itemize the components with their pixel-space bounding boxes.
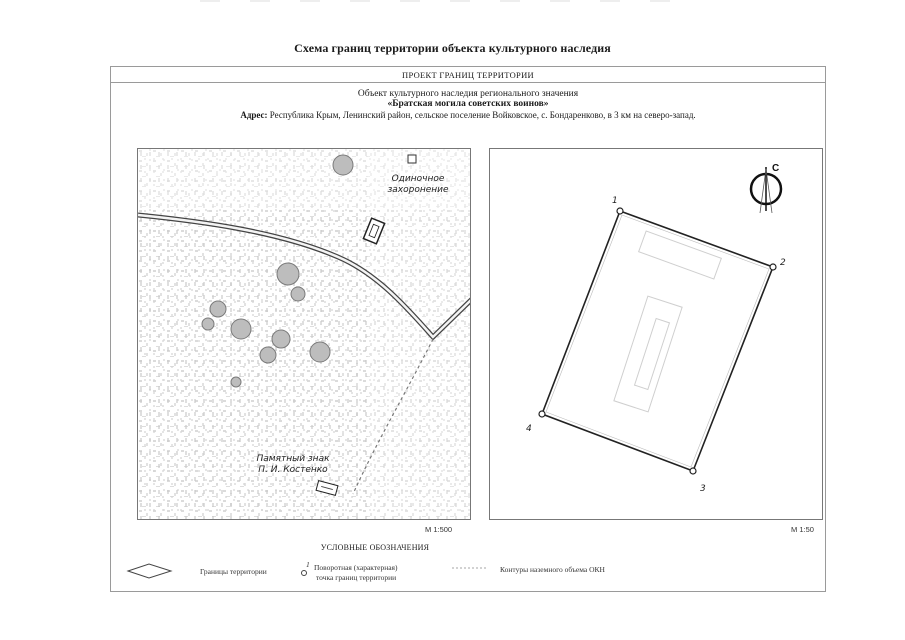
project-title-underline xyxy=(110,82,826,83)
point-label-4: 4 xyxy=(526,424,532,434)
project-title: ПРОЕКТ ГРАНИЦ ТЕРРИТОРИИ xyxy=(402,70,534,80)
contour-legend-icon xyxy=(450,565,490,571)
single-burial-marker xyxy=(408,155,416,163)
site-plan-drawing xyxy=(138,149,471,520)
single-burial-label-line1: Одиночное xyxy=(391,174,445,184)
point-label-1: 1 xyxy=(612,196,618,206)
north-letter: С xyxy=(772,163,780,174)
territory-boundary xyxy=(542,211,773,471)
boundary-plan xyxy=(489,148,823,520)
site-plan-map xyxy=(137,148,471,520)
memorial-label-line2: П. И. Костенко xyxy=(258,465,328,475)
point-label-3: 3 xyxy=(700,484,706,494)
scan-artifact xyxy=(200,0,680,2)
memorial-label-line1: Памятный знак xyxy=(256,454,330,464)
object-name: «Братская могила советских воинов» xyxy=(387,99,549,109)
object-type: Объект культурного наследия регионального значения xyxy=(357,89,579,99)
north-arrow-icon xyxy=(751,163,781,213)
legend-title: УСЛОВНЫЕ ОБОЗНАЧЕНИЯ xyxy=(320,543,430,552)
legend-point-marker: 1 xyxy=(306,560,310,569)
legend-point-label-line2: точка границ территории xyxy=(316,573,397,582)
legend-point-label-line1: Поворотная (характерная) xyxy=(314,563,398,572)
right-map-scale: М 1:50 xyxy=(791,525,814,534)
boundary-legend-icon xyxy=(125,562,175,580)
object-address xyxy=(110,110,826,120)
point-label-2: 2 xyxy=(780,258,786,268)
single-burial-label-line2: захоронение xyxy=(387,185,449,195)
left-map-scale: М 1:500 xyxy=(425,525,453,534)
document-title: Схема границ территории объекта культурного наследия xyxy=(294,41,611,55)
boundary-drawing xyxy=(490,149,823,520)
legend-contour-label: Контуры наземного объема ОКН xyxy=(500,565,605,574)
address-value: Республика Крым, Ленинский район, сельское поселение Войковское, с. Бондаренково, в 3 км на северо-запад. xyxy=(269,110,696,120)
legend-boundary-label: Границы территории xyxy=(200,567,267,576)
address-label: Адрес: xyxy=(240,110,268,120)
